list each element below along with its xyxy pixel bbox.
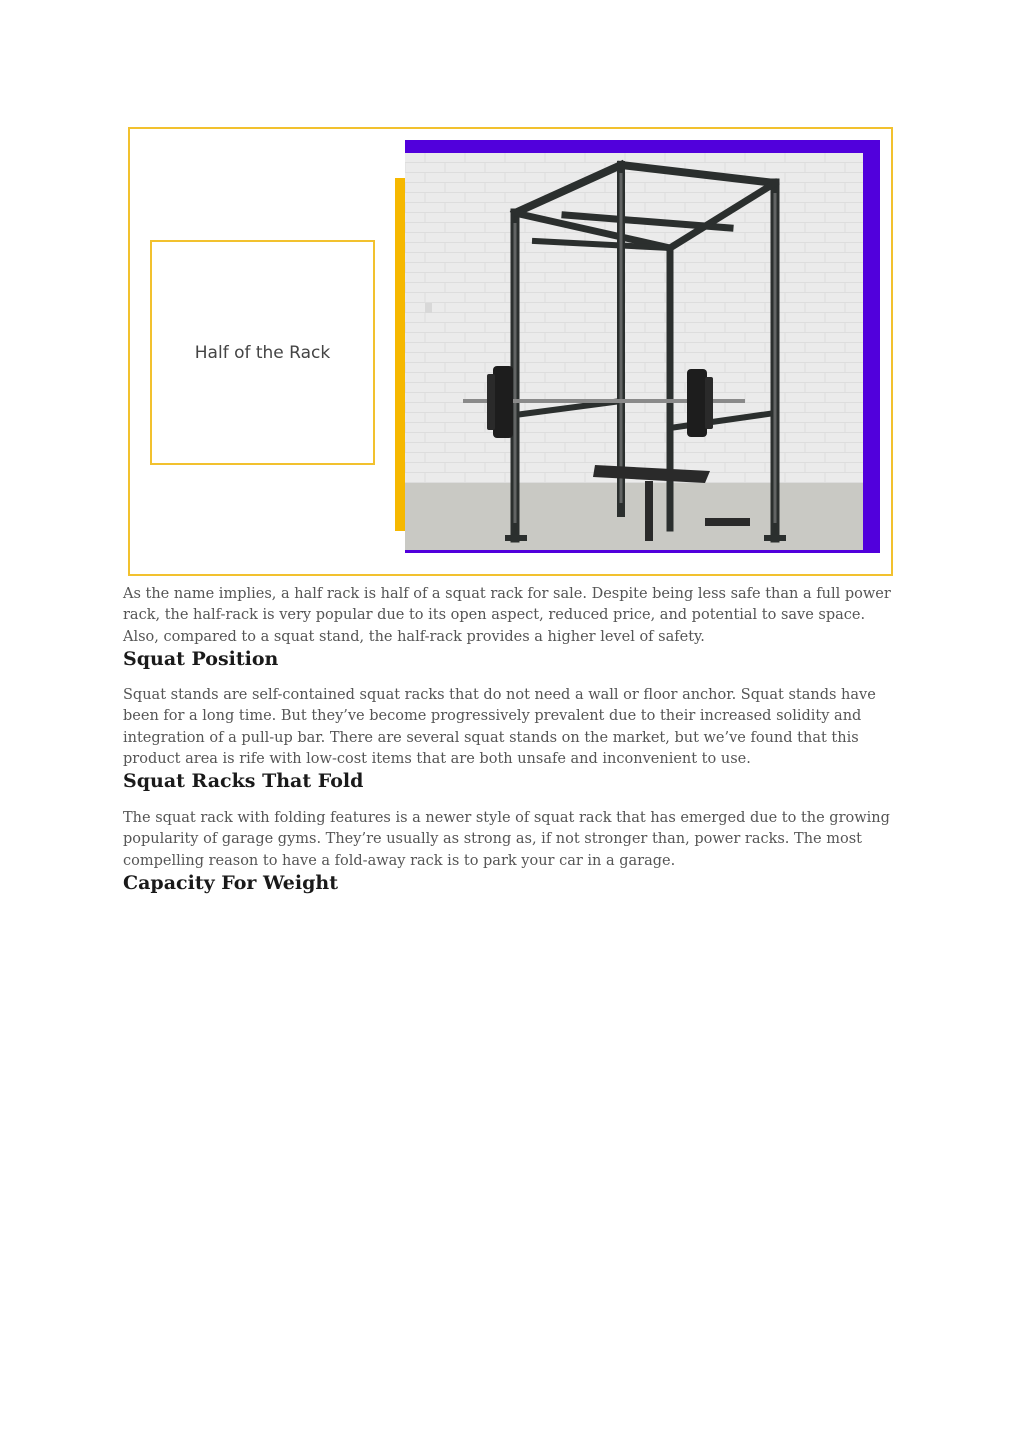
folding-racks-paragraph: The squat rack with folding features is a newer style of squat rack that has emerged due to the growing popularity of garage gyms. They’re usually as strong as, if not stronger than, power racks. The most compelling reason to have a fold-away rack is to park your car in a garage. — [123, 810, 890, 869]
heading-squat-position: Squat Position — [123, 648, 279, 670]
power-rack-icon — [405, 153, 863, 550]
squat-stands-paragraph: Squat stands are self-contained squat racks that do not need a wall or floor anchor. Squat stands have been for a long time. But they’ve become progressively prevalent due to their increased solidity and integration of a pull-up bar. There are several squat stands on the market, but we’ve found that this product area is rife with low-cost items that are both unsafe and inconvenient to use. — [123, 687, 876, 767]
banner-label: Half of the Rack — [194, 342, 331, 363]
banner-graphic — [128, 127, 893, 576]
power-rack-photo — [405, 153, 863, 550]
intro-paragraph: As the name implies, a half rack is half of a squat rack for sale. Despite being less safe than a full power rack, the half-rack is very popular due to its open aspect, reduced price, and potential to save space. Also, compared to a squat stand, the half-rack provides a higher level of safety. — [123, 586, 891, 645]
heading-folding-racks: Squat Racks That Fold — [123, 770, 364, 792]
banner-label-box — [150, 240, 375, 465]
photo-frame — [405, 140, 880, 553]
heading-weight-capacity: Capacity For Weight — [123, 872, 338, 894]
